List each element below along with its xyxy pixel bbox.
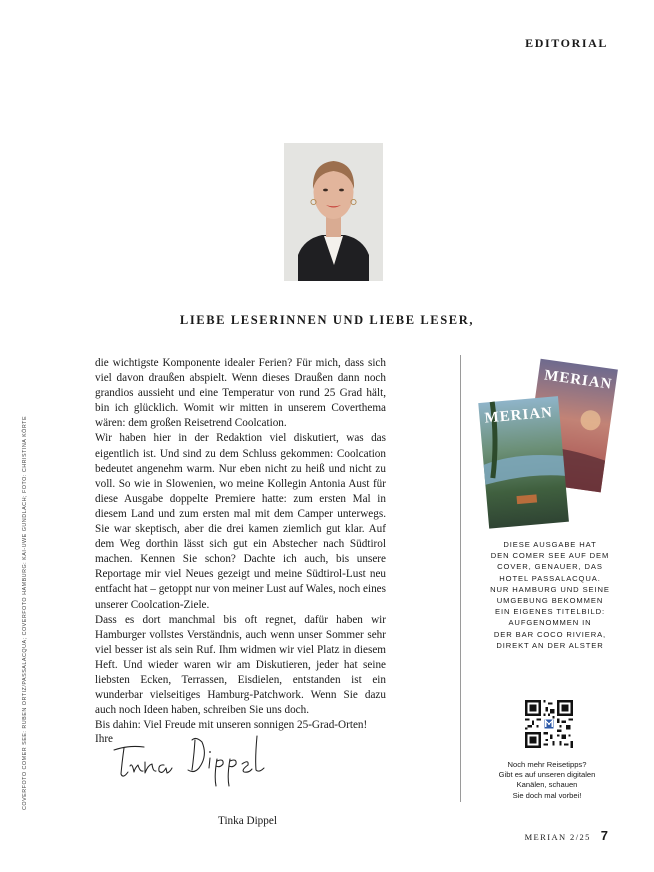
- caption-line: UMGEBUNG BEKOMMEN: [496, 596, 604, 606]
- body-paragraph: Dass es dort manchmal bis oft regnet, dafür haben wir Hamburger vollstes Verständnis, auch wenn unser Sommer sehr viel besser ist als sein Ruf. Ihm widmen wir viel Platz in diesem Heft. Und wieder waren wir am Diskutieren, jeder hat seine liebsten Ecken, Terrassen, Eisdielen, entstanden ist ein wunderbar vielseitiges Hamburg-Patchwork. Wenn Sie dazu auch noch Ideen haben, schreiben Sie uns doch.: [95, 613, 386, 717]
- qr-caption-line: Kanälen, schauen: [516, 780, 578, 790]
- body-paragraph: die wichtigste Komponente idealer Ferien? Für mich, dass sich viel davon draußen abspielt. Wenn dieses Draußen dann noch grandios aussieht und eine Temperatur von rund 25 Grad hält, bin ich glücklich. Womit wir mitten in unserem Coverthema wären: dem großen Reisetrend Coolcation.: [95, 357, 386, 430]
- magazine-issue: MERIAN 2/25: [524, 832, 591, 842]
- qr-caption-line: Noch mehr Reisetipps?: [507, 760, 587, 769]
- column-divider: [460, 355, 461, 802]
- page-number: 7: [600, 828, 608, 843]
- qr-caption-line: Gibt es auf unseren digitalen: [498, 770, 596, 780]
- caption-line: COVER, GENAUER, DAS: [497, 562, 603, 572]
- editorial-body: [95, 356, 386, 733]
- section-label: EDITORIAL: [525, 36, 608, 50]
- body-paragraph: Bis dahin: Viel Freude mit unseren sonnigen 25-Grad-Orten!: [95, 719, 368, 732]
- cover-logo-front: MERIAN: [483, 404, 554, 427]
- cover-comer-see: [478, 396, 569, 528]
- editor-portrait-illustration: [284, 143, 383, 281]
- cover-logo-back: MERIAN: [543, 367, 614, 393]
- editor-portrait: [284, 143, 383, 281]
- caption-line: DEN COMER SEE AUF DEM: [490, 551, 610, 561]
- magazine-covers: [478, 357, 618, 529]
- photo-credits: COVERFOTO COMER SEE: RUBEN ORTIZ/PASSALACQUA; COVERFOTO HAMBURG: KAI-UWE GUNDLACH; FOTO: CHRISTINA KÖRTE: [22, 415, 28, 810]
- signer-name: Tinka Dippel: [218, 815, 277, 827]
- caption-line: DIREKT AN DER ALSTER: [496, 640, 604, 650]
- handwritten-signature: [108, 728, 288, 790]
- qr-code-icon[interactable]: [525, 700, 573, 748]
- caption-line: NUR HAMBURG UND SEINE: [490, 584, 610, 594]
- closing-word: Ihre: [95, 733, 114, 745]
- page-footer: [525, 828, 608, 843]
- caption-line: DIESE AUSGABE HAT: [503, 540, 597, 549]
- cover-caption: [470, 539, 630, 651]
- qr-caption: [480, 760, 614, 801]
- caption-line: DER BAR COCO RIVIERA,: [493, 629, 607, 639]
- qr-caption-line: Sie doch mal vorbei!: [512, 790, 582, 800]
- caption-line: AUFGENOMMEN IN: [508, 618, 592, 628]
- caption-line: EIN EIGENES TITELBILD:: [495, 607, 605, 617]
- caption-line: HOTEL PASSALACQUA.: [499, 573, 601, 583]
- body-paragraph: Wir haben hier in der Redaktion viel diskutiert, was das eigentlich ist. Und sind zu dem Schluss gekommen: Coolcation bedeutet angenehm warm. Nur eben nicht zu heiß und nicht zu voll. So wie in Slowenien, wo meine Kollegin Antonia Aust für diese Ausgabe doppelte Premiere hatte: zum ersten Mal in diesem Land und zum ersten mal mit dem Camper unterwegs. Sie war skeptisch, aber die drei kamen ziemlich gut klar. Auf dem Weg dorthin lässt sich gut ein Abstecher nach Südtirol machen. Kennen Sie schon? Dachte ich auch, bis unsere Reportage mir viel Neues gezeigt und meine Südtirol-Lust neu entfacht hat – getoppt nur von meiner Lust auf Wales, noch eines unserer Coolcation-Ziele.: [95, 432, 386, 611]
- editorial-headline: LIEBE LESERINNEN UND LIEBE LESER,: [179, 313, 475, 327]
